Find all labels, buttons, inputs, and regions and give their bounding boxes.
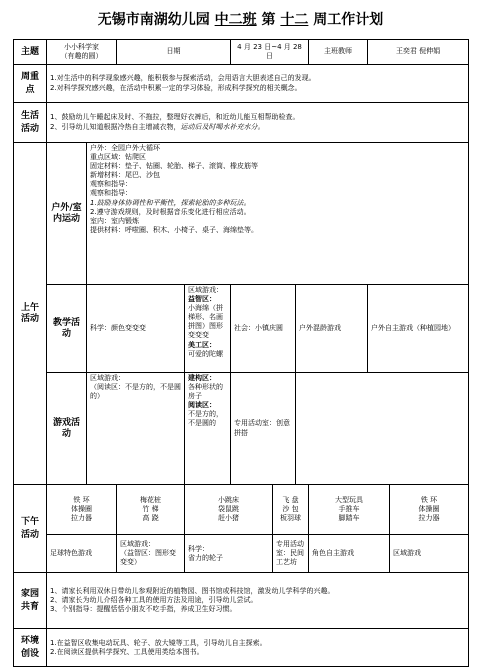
sport-mon: 铁 环 体操圈 拉力器 [47, 485, 117, 535]
activity-thu: 专用活动室：民间工艺坊 [273, 535, 309, 573]
activity-mon: 足球特色游戏 [47, 535, 117, 573]
game-row [14, 373, 469, 485]
theme-label: 主题 [14, 40, 47, 65]
teaching-wed: 社会：小镇庆圆 [231, 285, 296, 373]
date-value: 4 月 23 日~4 月 28 日 [231, 40, 309, 65]
teaching-label: 教学活动 [47, 285, 87, 373]
header-row [14, 40, 469, 65]
page-title: 无锡市南湖幼儿园 中二班 第 十二 周工作计划 [97, 12, 384, 28]
activity-tue: 区域游戏： （益智区：图形变变变） [117, 535, 185, 573]
teaching-tue: 区域游戏： 益智区： 小海绵（拼梯形、名画拼图）图形变变变 美工区： 可爱的陀螺 [185, 285, 231, 373]
sport-tue: 梅花桩 竹 梯 高 跷 [117, 485, 185, 535]
family-content: 1、请家长利用双休日带幼儿参观附近的植物园、图书馆或科技馆，激发幼儿学科学的兴趣。 2、请家长为幼儿介绍各种工具的使用方法及用途，引导幼儿尝试。 3、个别指导：提醒恬恬小朋友不吃手指，养成卫生好习惯。 [47, 573, 469, 629]
focus-row [14, 65, 469, 103]
life-content: 1、鼓励幼儿午睡起床及时、不拖拉，整理好衣裤后，和近幼儿能互相帮助检查。 2、引导幼儿知道根据冷热自主增减衣物，运动后及时喝水补充水分。 [47, 103, 469, 143]
afternoon-activity-row [14, 535, 469, 573]
focus-label: 周重点 [14, 65, 47, 103]
theme-value: 小小科学家 （有趣的圆） [47, 40, 117, 65]
game-tue: 建构区： 各种形状的房子 阅读区： 不是方的，不是圆的 [185, 373, 231, 485]
teacher-value: 王奕君 倪伸娟 [368, 40, 469, 65]
game-label: 游戏活动 [47, 373, 87, 485]
teaching-row [14, 285, 469, 373]
morning-label: 上午活动 [14, 143, 47, 485]
game-wed: 专用活动室：创意拼搭 [231, 373, 296, 485]
family-label: 家园共育 [14, 573, 47, 629]
environment-content: 1.在益智区收集电动玩具、轮子、放大镜等工具，引导幼儿自主探索。 2.在阅读区提供科学探究、工具使用类绘本图书。 [47, 629, 469, 667]
sport-thu: 飞 盘 沙 包 板羽球 [273, 485, 309, 535]
sport-fri: 大型玩具 手推车 脚踏车 [309, 485, 390, 535]
class-name: 中二班 [214, 12, 257, 28]
teaching-mon: 科学：颜色变变变 [87, 285, 185, 373]
game-thu-fri [296, 373, 469, 485]
environment-label: 环境创设 [14, 629, 47, 667]
afternoon-label: 下午活动 [14, 485, 47, 573]
outdoor-label: 户外/室内运动 [47, 143, 87, 285]
teacher-label: 主班教师 [309, 40, 368, 65]
week-number: 十二 [280, 12, 309, 28]
activity-fri: 角色自主游戏 [309, 535, 390, 573]
teaching-thu: 户外混龄游戏 [296, 285, 368, 373]
outdoor-row [14, 143, 469, 285]
sport-wed: 小跳床 袋鼠跳 赶小猪 [185, 485, 273, 535]
life-row [14, 103, 469, 143]
weekly-plan-table [13, 39, 469, 667]
life-label: 生活活动 [14, 103, 47, 143]
outdoor-content: 户外：全园户外大循环 重点区域：钻爬区 固定材料：垫子、钻圈、轮胎、梯子、滚筒、橡皮筋等 新增材料：尾巴、沙包 观察和指导： 观察和指导： 1.鼓励身体协调性和平衡性，探索轮胎的多种玩法。 2.遵守游戏规则，及时根据音乐变化进行相应活动。 室内：室内锻炼 提供材料：呼啦圈、积木、小椅子、桌子、海绵垫等。 [87, 143, 469, 285]
teaching-fri: 户外自主游戏（种植园地） [368, 285, 469, 373]
afternoon-sport-row [14, 485, 469, 535]
family-row [14, 573, 469, 629]
date-label: 日期 [117, 40, 231, 65]
focus-content: 1.对生活中的科学现象感兴趣，能积极参与探索活动，会用语言大胆表述自己的发现。 2.对科学探究感兴趣，在活动中积累一定的学习体验，形成科学探究的相关概念。 [47, 65, 469, 103]
game-mon: 区域游戏： （阅读区：不是方的，不是圆的） [87, 373, 185, 485]
activity-sat: 区域游戏 [390, 535, 469, 573]
sport-sat: 铁 环 体操圈 拉力器 [390, 485, 469, 535]
activity-wed: 科学： 省力的轮子 [185, 535, 273, 573]
